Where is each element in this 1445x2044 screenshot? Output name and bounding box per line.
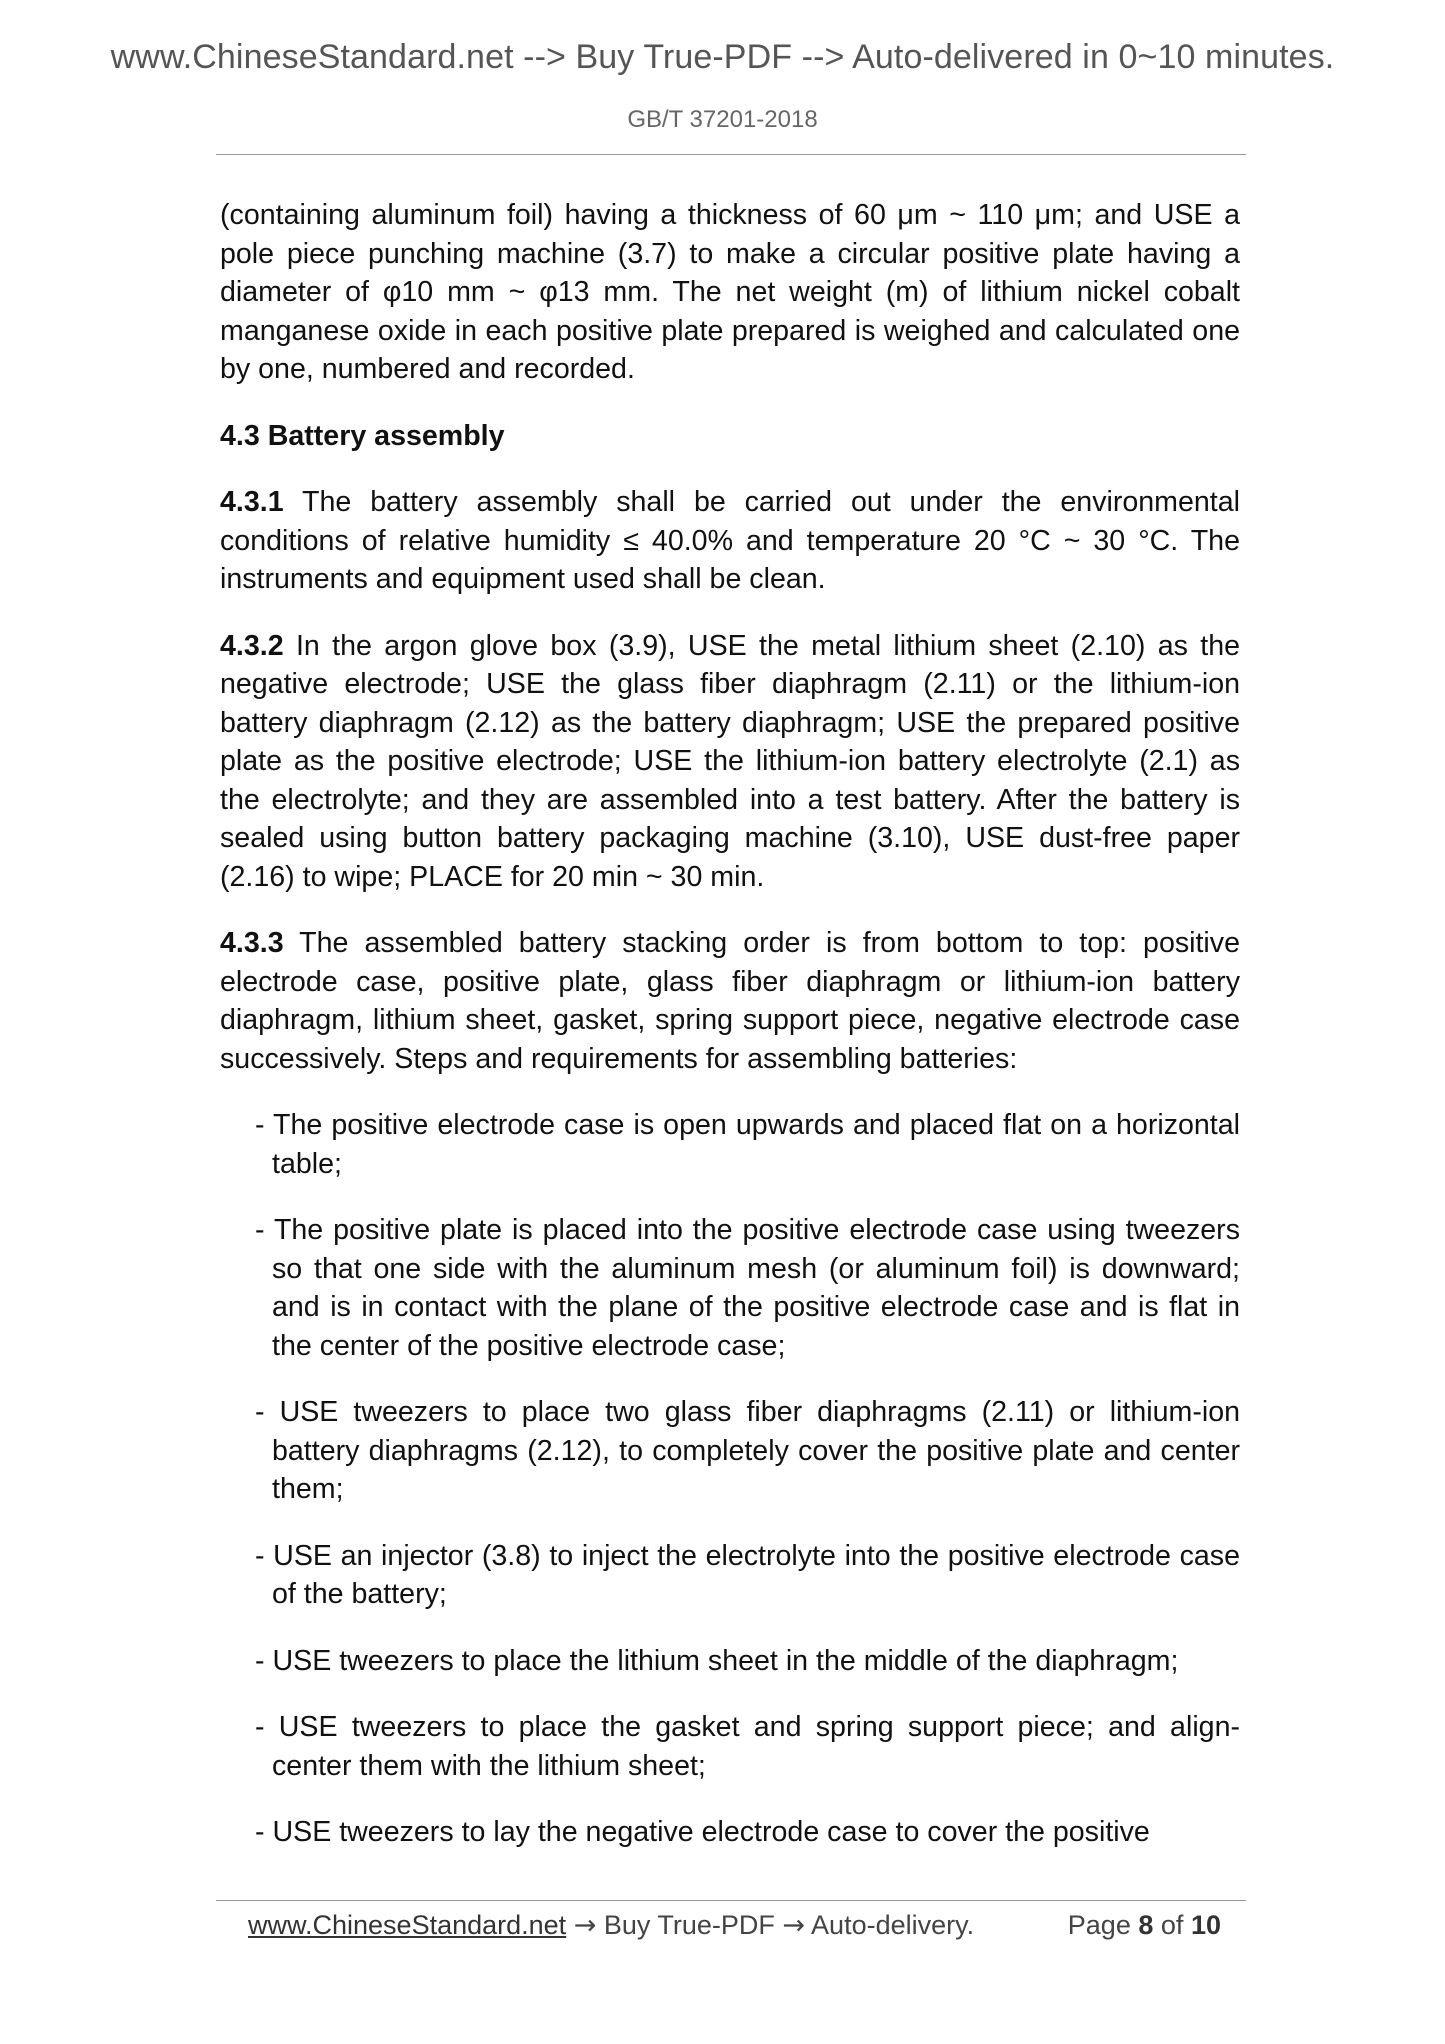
clause-4-3-2 (220, 627, 1240, 897)
clause-number: 4.3.2 (220, 629, 284, 662)
page-number: 8 (1138, 1910, 1154, 1940)
standard-code: GB/T 37201-2018 (627, 106, 818, 133)
clause-number: 4.3.3 (220, 927, 284, 959)
assembly-step: - The positive plate is placed into the positive electrode case using tweezers so that one side with the aluminum mesh (or aluminum foil) is downward; and is in contact with the plane of the positive electrode case and is flat in the center of the positive electrode case; (255, 1214, 1240, 1362)
assembly-step: - USE tweezers to place the gasket and spring support piece; and align-center them with the lithium sheet; (255, 1711, 1240, 1782)
total-pages: 10 (1190, 1910, 1221, 1940)
header-divider (216, 154, 1246, 155)
assembly-step: - USE an injector (3.8) to inject the electrolyte into the positive electrode case of the battery; (255, 1539, 1240, 1610)
page-label: Page (1067, 1910, 1131, 1940)
arrow-right-icon: → (573, 1910, 597, 1941)
header-banner: www.ChineseStandard.net --> Buy True-PDF --> Auto-delivered in 0~10 minutes. (110, 38, 1335, 76)
clause-number: 4.3.1 (220, 486, 284, 518)
assembly-step: - USE tweezers to lay the negative electrode case to cover the positive (255, 1816, 1150, 1848)
clause-text: In the argon glove box (3.9), USE the metal lithium sheet (2.10) as the negative electrode; USE the glass fiber diaphragm (2.11) or the lithium-ion battery diaphragm (2.12) as the battery diaphragm; USE the prepared positive plate as the positive electrode; USE the lithium-ion battery electrolyte (2.1) as the electrolyte; and they are assembled into a test battery. After the battery is sealed using button battery packaging machine (3.10), USE dust-free paper (2.16) to wipe; PLACE for 20 min ~ 30 min. (220, 629, 1240, 893)
footer-delivery-text: Auto-delivery. (811, 1910, 975, 1940)
footer-site-link[interactable]: www.ChineseStandard.net (248, 1910, 567, 1940)
clause-4-3-1 (220, 483, 1240, 599)
footer-divider (216, 1900, 1246, 1901)
assembly-step: - The positive electrode case is open upwards and placed flat on a horizontal table; (255, 1109, 1240, 1180)
of-label: of (1160, 1910, 1184, 1940)
assembly-step: - USE tweezers to place two glass fiber diaphragms (2.11) or lithium-ion battery diaphragms (2.12), to completely cover the positive plate and center them; (255, 1396, 1240, 1505)
footer-buy-text: Buy True-PDF (603, 1910, 775, 1940)
arrow-right-icon: → (782, 1910, 806, 1941)
clause-4-3-3 (220, 924, 1240, 1078)
assembly-step: - USE tweezers to place the lithium sheet in the middle of the diaphragm; (255, 1644, 1179, 1677)
footer-promo (248, 1910, 974, 1941)
clause-text: The assembled battery stacking order is from bottom to top: positive electrode case, positive plate, glass fiber diaphragm or lithium-ion battery diaphragm, lithium sheet, gasket, spring support piece, negative electrode case successively. Steps and requirements for assembling batteries: (220, 927, 1240, 1075)
page-indicator (1068, 1910, 1221, 1941)
section-heading: 4.3 Battery assembly (220, 419, 505, 452)
clause-text: The battery assembly shall be carried out under the environmental conditions of relative humidity ≤ 40.0% and temperature 20 °C ~ 30 °C. The instruments and equipment used shall be clean. (220, 486, 1240, 595)
page-content (220, 196, 1240, 1880)
intro-paragraph: (containing aluminum foil) having a thickness of 60 μm ~ 110 μm; and USE a pole piece punching machine (3.7) to make a circular positive plate having a diameter of φ10 mm ~ φ13 mm. The net weight (m) of lithium nickel cobalt manganese oxide in each positive plate prepared is weighed and calculated one by one, numbered and recorded. (220, 199, 1240, 385)
